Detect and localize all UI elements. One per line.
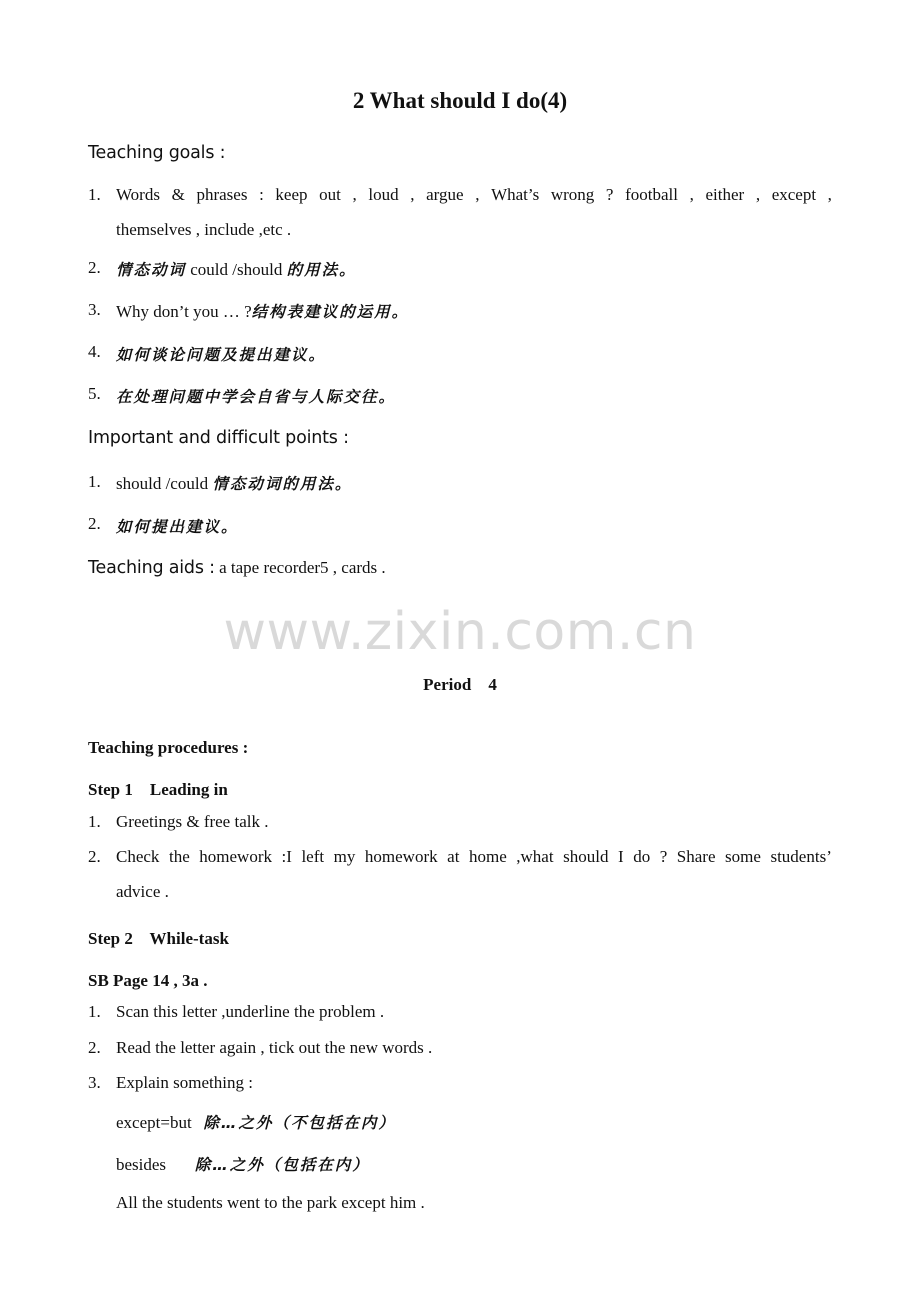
word: :I [281, 847, 292, 866]
step2-item-3-text: Explain something : [116, 1073, 253, 1092]
teaching-goals-heading: Teaching goals : [88, 143, 226, 163]
word: loud [368, 185, 399, 204]
word: Share [676, 847, 716, 866]
goal-5-number: 5. [88, 384, 101, 403]
word: at [447, 847, 460, 866]
word: , [475, 185, 480, 204]
goal-1-line1 [116, 185, 832, 205]
step2-item-2-number: 2. [88, 1038, 101, 1057]
goal-3-cn: 结构表建议的运用。 [251, 303, 410, 321]
word: should [563, 847, 609, 866]
step-2-subheading: SB Page 14 , 3a . [88, 971, 208, 990]
word: either [705, 185, 745, 204]
point-2-text: 如何提出建议。 [116, 518, 239, 536]
word: : [259, 185, 264, 204]
step-2-heading: Step 2 While-task [88, 929, 229, 948]
word: , [755, 185, 761, 204]
word: the [168, 847, 190, 866]
word: , [689, 185, 694, 204]
word: wrong [550, 185, 595, 204]
word: some [725, 847, 761, 866]
word: phrases [196, 185, 248, 204]
explain-except-en: except=but [116, 1113, 196, 1132]
word: do [633, 847, 651, 866]
teaching-procedures-heading: Teaching procedures : [88, 738, 249, 757]
word: home [468, 847, 507, 866]
goal-1-line2: themselves , include ,etc . [116, 220, 292, 239]
point-1-en: should /could [116, 474, 213, 493]
step2-item-1-text: Scan this letter ,underline the problem . [116, 1002, 385, 1021]
word: What’s [491, 185, 540, 204]
step1-item-2-line1 [116, 847, 832, 867]
goal-2-number: 2. [88, 258, 101, 277]
point-1-number: 1. [88, 472, 101, 491]
word: homework [199, 847, 272, 866]
goal-4-number: 4. [88, 342, 101, 361]
point-1-text [116, 472, 352, 494]
word: , [827, 185, 832, 204]
goal-1-number: 1. [88, 185, 101, 204]
step1-item-1-text: Greetings & free talk . [116, 812, 269, 831]
step2-item-2-text: Read the letter again , tick out the new words . [116, 1038, 433, 1057]
word: ? [659, 847, 668, 866]
word: , [410, 185, 415, 204]
goal-2-en: could /should [186, 260, 287, 279]
explain-besides [116, 1153, 370, 1175]
teaching-aids-text: a tape recorder5 , cards . [214, 558, 386, 577]
goal-4-text: 如何谈论问题及提出建议。 [116, 346, 327, 364]
watermark: www.zixin.com.cn [223, 602, 697, 662]
word: except [771, 185, 817, 204]
word: ? [605, 185, 614, 204]
point-1-cn: 情态动词的用法。 [212, 475, 353, 493]
word: Words [116, 185, 160, 204]
teaching-aids-line [88, 558, 386, 578]
step1-item-2-line2: advice . [116, 882, 169, 901]
word: & [171, 185, 185, 204]
explain-besides-cn: 除…之外（包括在内） [187, 1156, 370, 1174]
goal-5-text: 在处理问题中学会自省与人际交往。 [116, 388, 397, 406]
document-title: 2 What should I do(4) [352, 88, 568, 113]
explain-except-cn: 除…之外（不包括在内） [195, 1114, 396, 1132]
example-sentence: All the students went to the park except him . [116, 1193, 425, 1212]
step1-item-1-number: 1. [88, 812, 101, 831]
goal-3-text [116, 300, 409, 322]
word: I [617, 847, 624, 866]
word: students’ [770, 847, 832, 866]
goal-2-cn-post: 的用法。 [286, 261, 357, 279]
word: , [352, 185, 357, 204]
word: Check [116, 847, 160, 866]
word: out [319, 185, 341, 204]
step2-item-1-number: 1. [88, 1002, 101, 1021]
goal-2-cn-pre: 情态动词 [116, 261, 187, 279]
explain-except [116, 1111, 396, 1133]
step-1-heading: Step 1 Leading in [88, 780, 228, 799]
word: left [301, 847, 325, 866]
step2-item-3-number: 3. [88, 1073, 101, 1092]
goal-3-number: 3. [88, 300, 101, 319]
word: ,what [516, 847, 554, 866]
word: keep [275, 185, 308, 204]
point-2-number: 2. [88, 514, 101, 533]
word: argue [426, 185, 464, 204]
important-points-heading: Important and difficult points : [88, 428, 349, 448]
word: football [625, 185, 678, 204]
goal-3-en: Why don’t you … ? [116, 302, 252, 321]
word: my [333, 847, 356, 866]
step1-item-2-number: 2. [88, 847, 101, 866]
goal-2-text [116, 258, 357, 280]
word: homework [364, 847, 438, 866]
explain-besides-en: besides [116, 1155, 188, 1174]
period-label: Period 4 [423, 675, 497, 694]
teaching-aids-heading: Teaching aids : [88, 558, 215, 578]
